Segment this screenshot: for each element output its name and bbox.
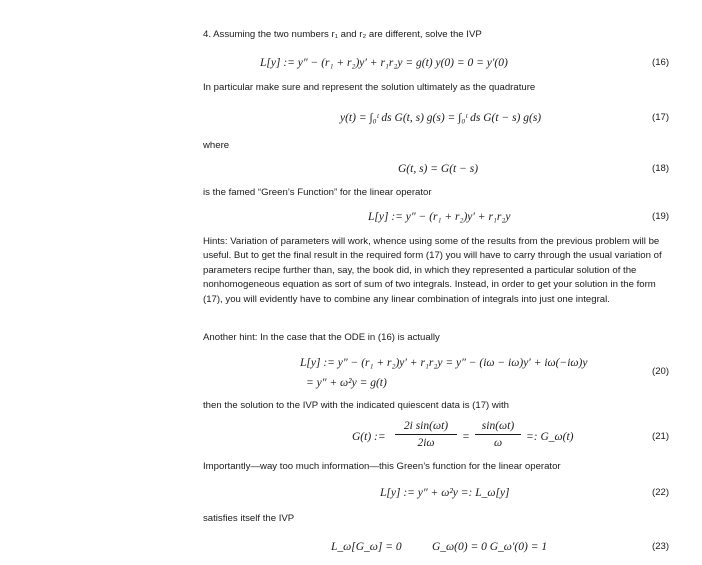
equation-16: L[y] := y″ − (r₁ + r₂)y′ + r₁r₂y = g(t) y(0) = 0 = y′(0): [260, 57, 508, 69]
equation-21-numerator-1: 2i sin(ωt): [403, 420, 449, 432]
equation-21-equals: =: [462, 431, 470, 443]
equation-21-lhs: G(t) :=: [352, 431, 386, 443]
equation-21-numerator-2: sin(ωt): [481, 420, 515, 432]
equation-number-18: (18): [652, 163, 670, 174]
equation-20-line-2: = y″ + ω²y = g(t): [306, 377, 387, 389]
equation-21-denominator-2: ω: [493, 437, 503, 449]
equation-22: L[y] := y″ + ω²y =: L_ω[y]: [380, 487, 510, 499]
equation-number-16: (16): [652, 57, 670, 68]
equation-21-fraction-1: [395, 419, 457, 450]
equation-18: G(t, s) = G(t − s): [398, 163, 479, 175]
equation-17: y(t) = ∫₀ᵗ ds G(t, s) g(s) = ∫₀ᵗ ds G(t − s) g(s): [340, 112, 542, 124]
equation-number-19: (19): [652, 211, 670, 222]
text-greens-function: is the famed “Green’s Function” for the linear operator: [203, 187, 432, 198]
equation-23-initial-data: G_ω(0) = 0 G_ω′(0) = 1: [432, 541, 548, 553]
equation-20-line-1: L[y] := y″ − (r₁ + r₂)y′ + r₁r₂y = y″ − (iω − iω)y′ + iω(−iω)y: [300, 357, 588, 369]
text-importantly: Importantly—way too much information—this Green’s function for the linear operator: [203, 461, 561, 472]
equation-21-rhs: =: G_ω(t): [526, 431, 574, 443]
equation-number-23: (23): [652, 541, 670, 552]
text-particular: In particular make sure and represent the solution ultimately as the quadrature: [203, 82, 536, 93]
hints-paragraph: Hints: Variation of parameters will work, whence using some of the results from the previous problem will be useful. But to get the final result in the required form (17) you will have to carry through the usual variation of parameters recipe further than, say, the book did, in which they represented a particular solution of the nonhomogeneous equation as sort of sum of two integrals. Instead, in order to get your solution in the form (17), you will evidently have to combine any linear combination of integrals into just one integral.: [203, 236, 662, 305]
equation-number-21: (21): [652, 431, 670, 442]
problem-intro: 4. Assuming the two numbers r₁ and r₂ are different, solve the IVP: [203, 29, 482, 40]
equation-23-operator: L_ω[G_ω] = 0: [331, 541, 402, 553]
equation-number-17: (17): [652, 112, 670, 123]
equation-19: L[y] := y″ − (r₁ + r₂)y′ + r₁r₂y: [368, 211, 511, 223]
text-satisfies: satisfies itself the IVP: [203, 513, 295, 524]
equation-21-denominator-1: 2iω: [417, 437, 435, 449]
equation-number-20: (20): [652, 366, 670, 377]
fraction-bar: [395, 434, 457, 435]
text-another-hint: Another hint: In the case that the ODE in (16) is actually: [203, 332, 440, 343]
text-where: where: [203, 140, 230, 151]
equation-number-22: (22): [652, 487, 670, 498]
text-then: then the solution to the IVP with the indicated quiescent data is (17) with: [203, 400, 509, 411]
fraction-bar: [475, 434, 521, 435]
equation-21-fraction-2: [475, 419, 521, 450]
